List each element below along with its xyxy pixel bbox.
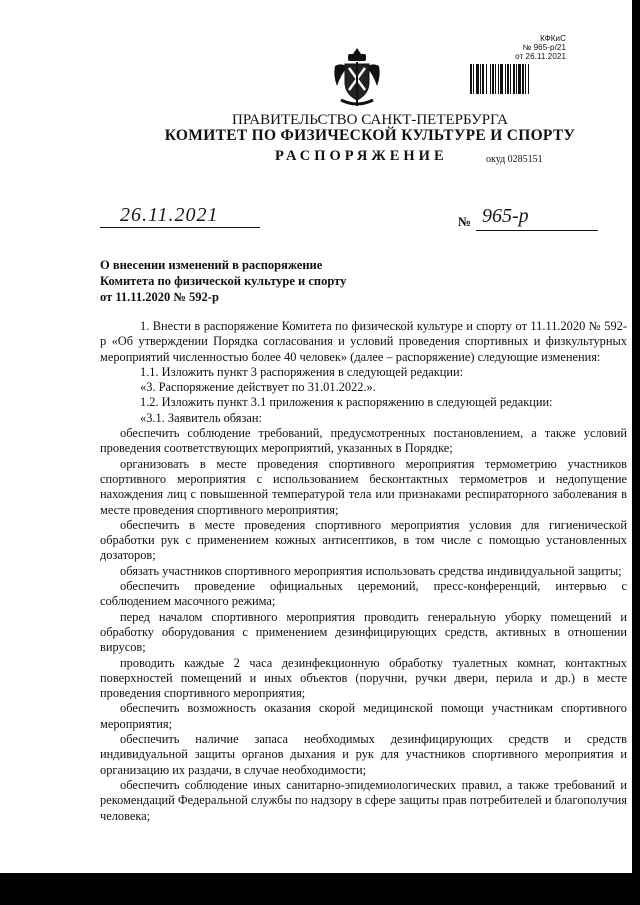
barcode-bar: [480, 64, 481, 94]
barcode-bar: [476, 64, 479, 94]
registration-stamp: [466, 34, 566, 61]
government-title: ПРАВИТЕЛЬСТВО САНКТ-ПЕТЕРБУРГА: [232, 112, 508, 128]
paragraph: обеспечить возможность оказания скорой медицинской помощи участникам спортивного мероприятия;: [100, 701, 627, 731]
subject-line: О внесении изменений в распоряжение: [100, 258, 323, 272]
barcode-bar: [507, 64, 509, 94]
paragraph: обеспечить наличие запаса необходимых дезинфицирующих средств и средств индивидуальной защиты органов дыхания и рук для участников спортивного мероприятия и организацию их раздачи, в случае необходимости;: [100, 732, 627, 777]
document-subject: [100, 257, 346, 305]
handwritten-date: 26.11.2021: [120, 204, 219, 226]
barcode-bar: [486, 64, 487, 94]
stamp-line-1: КФКиС: [540, 34, 566, 43]
coat-of-arms-icon: [331, 46, 383, 108]
barcode-bar: [490, 64, 491, 94]
handwritten-number: 965-р: [482, 205, 529, 227]
paragraph: 1.1. Изложить пункт 3 распоряжения в следующей редакции:: [140, 364, 464, 379]
barcode-bar: [492, 64, 494, 94]
committee-title: КОМИТЕТ ПО ФИЗИЧЕСКОЙ КУЛЬТУРЕ И СПОРТУ: [164, 127, 576, 144]
paragraph: обеспечить проведение официальных церемоний, пресс-конференций, интервью с соблюдением масочного режима;: [100, 579, 627, 609]
barcode-bar: [528, 64, 529, 94]
stamp-line-3: от 26.11.2021: [515, 52, 566, 61]
okud-code: окуд 0285151: [486, 154, 543, 165]
stamp-line-2: № 965-р/21: [522, 43, 566, 52]
paragraph: 1.2. Изложить пункт 3.1 приложения к распоряжению в следующей редакции:: [140, 395, 553, 410]
paragraph: организовать в месте проведения спортивного мероприятия термометрию участников спортивного мероприятия с использованием бесконтактных термометров и недопущение нахождения лиц с повышенной температурой тела или признаками респираторного заболевания в месте проведения спортивного мероприятия;: [100, 456, 627, 517]
paragraph: перед началом спортивного мероприятия проводить генеральную уборку помещений и обработку оборудования с применением дезинфицирующих средств, активных в отношении вирусов;: [100, 609, 627, 655]
document-body: [100, 319, 627, 824]
subject-line: Комитета по физической культуре и спорту: [100, 274, 347, 288]
number-label: №: [458, 214, 472, 229]
barcode: [470, 64, 566, 94]
barcode-bar: [505, 64, 506, 94]
barcode-bar: [525, 64, 526, 94]
barcode-bar: [518, 64, 521, 94]
barcode-bar: [473, 64, 474, 94]
paragraph: обеспечить в месте проведения спортивного мероприятия условия для гигиенической обработки рук с применением кожных антисептиков, в том числе с помощью установленных дозаторов;: [100, 517, 627, 563]
barcode-bar: [470, 64, 472, 94]
paragraph: «3. Распоряжение действует по 31.01.2022.».: [140, 380, 376, 395]
subject-line: от 11.11.2020 № 592-р: [100, 290, 219, 304]
paragraph: обеспечить соблюдение иных санитарно-эпидемиологических правил, а также требований и рекомендаций Федеральной службы по надзору в сфере защиты прав потребителей и благополучия человека;: [100, 777, 627, 823]
barcode-bar: [516, 64, 517, 94]
paragraph: обеспечить соблюдение требований, предусмотренных постановлением, а также условий проведения соответствующих мероприятий, указанных в Порядке;: [100, 426, 627, 456]
barcode-bar: [482, 64, 484, 94]
paragraph: обязать участников спортивного мероприятия использовать средства индивидуальной защиты;: [120, 563, 622, 578]
barcode-bar: [522, 64, 524, 94]
barcode-bar: [513, 64, 515, 94]
date-underline: [100, 227, 260, 228]
paragraph: 1. Внести в распоряжение Комитета по физической культуре и спорту от 11.11.2020 № 592-р «Об утверждении Порядка согласования и условий проведения спортивных и физкультурных мероприятий численностью более 40 человек» (далее – распоряжение) следующие изменения:: [100, 319, 627, 364]
scan-edge-bottom: [0, 873, 640, 905]
barcode-bar: [500, 64, 503, 94]
barcode-bar: [498, 64, 499, 94]
paragraph: «3.1. Заявитель обязан:: [140, 410, 262, 425]
number-underline: [476, 230, 598, 231]
barcode-bar: [495, 64, 496, 94]
document-type: РАСПОРЯЖЕНИЕ: [275, 148, 448, 164]
barcode-bar: [510, 64, 511, 94]
paragraph: проводить каждые 2 часа дезинфекционную обработку туалетных комнат, контактных поверхностей помещений и иных объектов (поручни, ручки двери, перила и др.) в месте проведения спортивного мероприятия;: [100, 655, 627, 701]
